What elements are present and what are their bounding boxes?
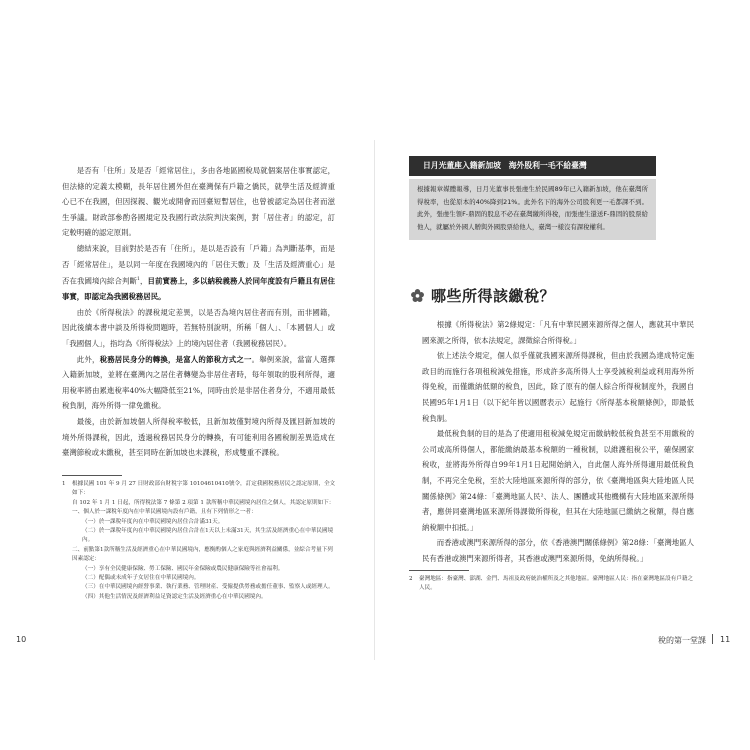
right-footnote [409, 575, 695, 594]
right-paragraph-3: 最低稅負制的目的是為了使適用租稅減免規定而繳納較低稅負甚至不用繳稅的公司或高所得個人，都能繳納最基本稅額的一種稅制，以維護租稅公平，確保國家稅收，並將海外所得自99年1月1日起開始納入，自此個人海外所得適用最低稅負制，不再完全免稅，至於大陸地區來源所得的部分，依《臺灣地區與大陸地區人民關係條例》第24條：「臺灣地區人民²、法人、團體或其他機構有大陸地區來源所得者，應併同臺灣地區來源所得課徵所得稅，但其在大陸地區已繳納之稅額，得自應納稅額中扣抵。」 [422, 429, 694, 532]
page-number-right: 11 [720, 635, 731, 644]
left-footnote-rule [62, 475, 122, 476]
footnote-line: 一、個人於一課稅年度內在中華民國境內設有戶籍，且有下列情形之一者： [72, 509, 257, 516]
footnote-line: （一）享有全民健康保險、勞工保險、國民年金保險或農民健康保險等社會福利。 [82, 565, 284, 572]
footnote-line: （四）其他生活情況及經濟利益足資認定生活及經濟重心在中華民國境內。 [82, 593, 267, 600]
left-paragraph-1: 是否有「住所」及是否「經常居住」，多由各地區國稅局就個案居住事實認定，但法條的定義太模糊，長年居住國外但在臺灣保有戶籍之僑民，就學生活及經濟重心已不在我國，但因探親、觀光或開會而回臺短暫居住，也曾被認定為居住者而滋生爭議。財政部參酌各國規定及我國行政法院判決案例，對「居住者」的認定，訂定較明確的認定原則。 [62, 166, 335, 238]
left-emphasis-1: 目前實務上，多以納稅義務人於同年度設有戶籍且有居住事實，即認定為我國稅務居民。 [62, 276, 335, 302]
page-number-left: 10 [16, 635, 27, 644]
right-body-text [422, 317, 694, 567]
footnote-line: 根據民國 101 年 9 月 27 日財政部台財稅字第 10104610410號令，訂定我國稅務居民之認定原則，全文如下： [72, 481, 336, 497]
footnote-line: 二、前點第1款所稱生活及經濟重心在中華民國境內，應衡酌個人之家庭與經濟利益關係，並綜合考量下列因素認定： [72, 546, 333, 563]
right-paragraph-2: 依上述法令規定，個人似乎僅就我國來源所得課稅，但由於我國為達成特定施政目的而施行各項租稅減免措施，形成許多高所得人士享受減稅利益或利用海外所得免稅，而僅繳納低額的稅負，因此，除了原有的個人綜合所得稅制度外，我國自民國95年1月1日（以下紀年皆以國曆表示）起施行《所得基本稅額條例》，即最低稅負制。 [422, 351, 694, 423]
left-footnote [62, 480, 338, 602]
page-divider [712, 634, 713, 644]
left-paragraph-4: 此外，稅務居民身分的轉換，是富人的節稅方式之一。舉例來說，當富人選擇入籍新加坡，並將在臺灣內之居住者轉變為非居住者時，每年領取的股利所得，適用稅率將由累進稅率40%大幅降低至21%，同時由於是非居住者身分，不適用最低稅負制，海外所得一律免繳稅。 [62, 354, 335, 411]
left-paragraph-5: 最後，由於新加坡個人所得稅率較低，且新加坡僅對境內所得及匯回新加坡的境外所得課稅，因此，透過稅務居民身分的轉換，有可能利用各國稅制差異造成在臺灣節稅或未繳稅，甚至同時在新加坡也未課稅，形成雙重不課稅。 [62, 416, 335, 458]
footnote-line: 自 102 年 1 月 1 日起，所得稅法第 7 條第 2 項第 1 款所稱中華民國境內居住之個人，其認定原則如下： [72, 499, 335, 506]
footnote-ref-1: 1 [137, 277, 140, 283]
left-paragraph-3: 由於《所得稅法》的課稅規定差異，以是否為境內居住者而有別，而非國籍，因此後續本書中談及所得稅問題時，若無特別說明，所稱「個人」、「本國個人」或「我國個人」，指均為《所得稅法》上的境內居住者（我國稅務居民）。 [62, 307, 335, 348]
sidebar-box-title: 日月光董座入籍新加坡 海外股利一毛不給臺灣 [409, 156, 656, 176]
footnote-number: 1 [62, 481, 66, 487]
left-paragraph-2: 總結來說，目前對於是否有「住所」，是以是否設有「戶籍」為判斷基準，而是否「經常居住」，是以同一年度在我國境內的「居住天數」及「生活及經濟重心」是否在我國境內綜合判斷$^1$，目前實務上，多以納稅義務人於同年度設有戶籍且有居住事實，即認定為我國稅務居民。 [62, 243, 335, 302]
footnote-line: （三）在中華民國境內經營事業、執行業務、管理財產、受僱提供勞務或擔任董事、監察人或經理人。 [82, 584, 334, 591]
flower-icon [410, 288, 425, 303]
sidebar-box-body: 根據報章媒體報導，日月光董事長張虔生於民國89年已入籍新加坡，他在臺灣所得稅率，也從原本的40%降到21%。此外名下的海外公司股利更一毛都課不到。此外，張虔生領F-鼎固的股息不必在臺灣繳所得稅，而張虔生還送F-鼎固的股票給他人，就屬於外國人贈與外國股票給他人，臺灣一樣沒有課稅權利。 [409, 179, 656, 240]
footnote-line: （一）於一課稅年度內在中華民國境內居住合計滿31天。 [82, 518, 224, 525]
left-emphasis-2: 稅務居民身分的轉換，是富人的節稅方式之一 [99, 354, 252, 364]
running-head: 稅的第一堂課 [658, 636, 706, 645]
left-body-text [62, 163, 335, 461]
footnote-line: （二）於一課稅年度內在中華民國境內居住合計在1天以上未滿31天，其生活及經濟重心在中華民國境內。 [82, 528, 334, 544]
footnote-text: 臺灣地區：指臺灣、澎湖、金門、馬祖及政府統治權所及之其他地區。臺灣地區人民：指在臺灣地區設有戶籍之人民。 [419, 576, 694, 592]
section-title: 哪些所得該繳稅？ [431, 287, 556, 305]
footnote-number: 2 [409, 576, 413, 582]
footnote-line: （二）配偶或未成年子女居住在中華民國境內。 [82, 575, 200, 582]
right-footnote-rule [409, 570, 469, 571]
section-heading [410, 285, 555, 306]
right-paragraph-4: 而香港或澳門來源所得的部分，依《香港澳門關係條例》第28條：「臺灣地區人民有香港或澳門來源所得者，其香港或澳門來源所得，免納所得稅。」 [422, 538, 694, 563]
right-paragraph-1: 根據《所得稅法》第2條規定：「凡有中華民國來源所得之個人，應就其中華民國來源之所得，依本法規定，課徵綜合所得稅。」 [422, 320, 694, 345]
